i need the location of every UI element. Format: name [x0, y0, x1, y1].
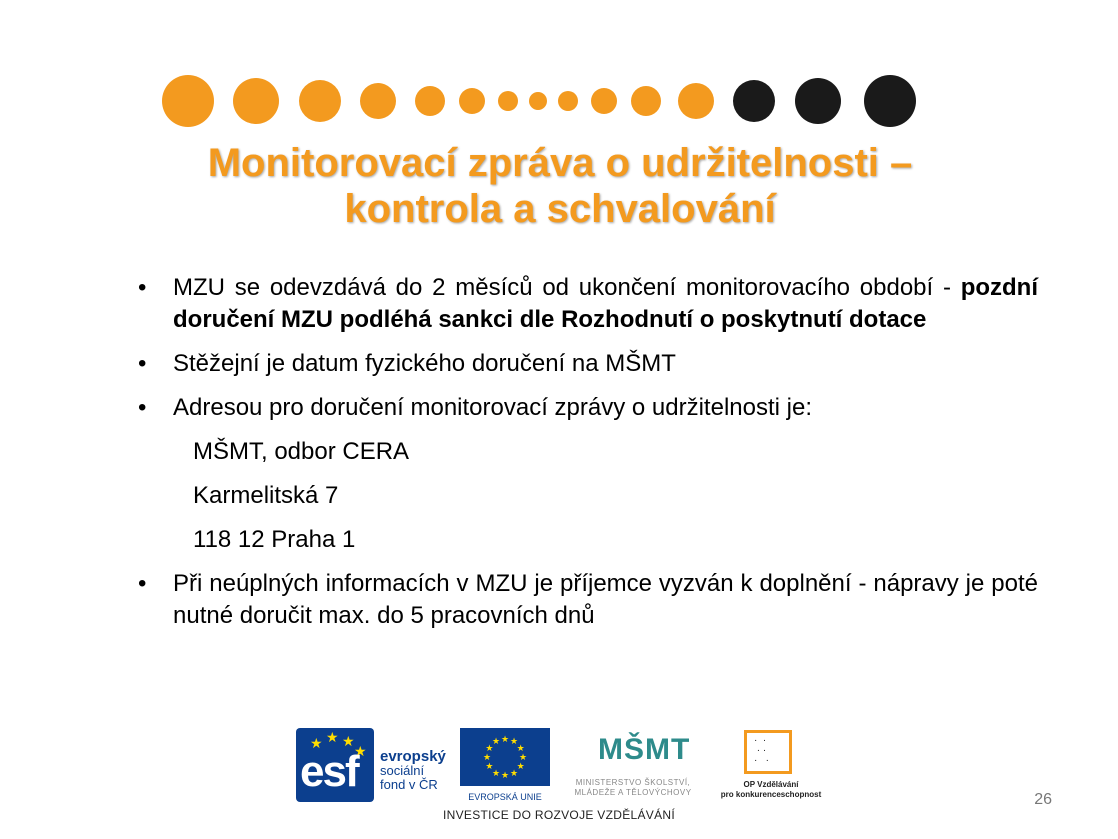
esf-line-3: fond v ČR	[380, 777, 438, 792]
msmt-mark: MŠMT	[598, 733, 691, 766]
decorative-dot	[360, 83, 396, 119]
bullet-mark: •	[138, 570, 147, 597]
eu-logo	[460, 728, 550, 804]
bullet-mark: •	[138, 394, 147, 421]
decorative-dot	[795, 78, 841, 124]
decorative-dot	[459, 88, 485, 114]
title-line-1: Monitorovací zpráva o udržitelnosti –	[207, 141, 913, 185]
esf-logo	[296, 728, 451, 804]
eu-star-icon: ★	[501, 734, 510, 744]
esf-words	[380, 750, 446, 792]
slide-content	[138, 272, 1038, 644]
decorative-dot	[415, 86, 445, 116]
decorative-dot	[529, 92, 547, 110]
eu-star-icon: ★	[510, 736, 519, 747]
op-vk-label	[716, 780, 826, 800]
bullet-text: Adresou pro doručení monitorovací zprávy o udržitelnosti je:	[173, 394, 812, 421]
op-vk-dots-icon: · · · · · ·	[754, 735, 769, 766]
bullet-item	[138, 568, 1038, 632]
investice-tagline: INVESTICE DO ROZVOJE VZDĚLÁVÁNÍ	[442, 808, 675, 822]
address-line-1: MŠMT, odbor CERA	[193, 438, 410, 465]
bullet-text: Při neúplných informacích v MZU je příjemce vyzván k doplnění - nápravy je poté nutné doručit max. do 5 pracovních dnů	[173, 570, 1038, 629]
msmt-line-2: MLÁDEŽE A TĚLOVÝCHOVY	[574, 788, 692, 797]
op-line-2: pro konkurenceschopnost	[720, 790, 822, 799]
decorative-dot	[678, 83, 714, 119]
slide-title	[80, 140, 1040, 232]
decorative-dot	[558, 91, 578, 111]
eu-flag	[460, 728, 550, 786]
decorative-dots	[160, 70, 960, 132]
decorative-dot	[162, 75, 214, 127]
eu-star-icon: ★	[485, 761, 494, 771]
bullet-text: Stěžejní je datum fyzického doručení na MŠMT	[173, 350, 676, 377]
esf-line-1: evropský	[380, 748, 446, 765]
eu-star-icon: ★	[485, 743, 494, 753]
eu-star-icon: ★	[510, 767, 519, 778]
decorative-dot	[233, 78, 279, 124]
decorative-dot	[498, 91, 518, 111]
address-line-3: 118 12 Praha 1	[193, 526, 356, 553]
eu-star-icon: ★	[516, 761, 525, 771]
esf-line-2: sociální	[380, 763, 425, 778]
eu-star-icon: ★	[519, 752, 528, 762]
esf-badge: ★ ★ ★ ★ esf	[296, 728, 374, 802]
msmt-logo	[558, 726, 708, 806]
eu-star-icon: ★	[516, 743, 525, 753]
address-line-2: Karmelitská 7	[193, 482, 339, 509]
bullet-text: MZU se odevzdává do 2 měsíců od ukončení monitorovacího období -	[173, 274, 961, 301]
op-line-1: OP Vzdělávání	[743, 780, 799, 789]
eu-star-icon: ★	[501, 770, 510, 780]
msmt-line-1: MINISTERSTVO ŠKOLSTVÍ,	[575, 778, 691, 787]
eu-label: EVROPSKÁ UNIE	[468, 792, 542, 802]
eu-star-icon: ★	[492, 736, 501, 747]
eu-star-icon: ★	[492, 767, 501, 778]
bullet-mark: •	[138, 274, 147, 301]
bullet-item	[138, 348, 1038, 380]
decorative-dot	[864, 75, 916, 127]
op-vk-logo	[716, 730, 826, 806]
bullet-mark: •	[138, 350, 147, 377]
decorative-dot	[631, 86, 661, 116]
eu-star-icon: ★	[483, 752, 492, 762]
page-number: 26	[1034, 791, 1052, 808]
bullet-text-bold: pozdní doručení MZU podléhá sankci dle Rozhodnutí o poskytnutí dotace	[173, 274, 1038, 333]
esf-letters: esf	[300, 747, 358, 796]
decorative-dot	[733, 80, 775, 122]
bullet-item	[138, 272, 1038, 336]
decorative-dot	[299, 80, 341, 122]
decorative-dot	[591, 88, 617, 114]
bullet-item	[138, 392, 1038, 424]
title-line-2: kontrola a schvalování	[344, 187, 776, 231]
funding-logos	[296, 726, 836, 806]
msmt-label	[558, 778, 708, 798]
